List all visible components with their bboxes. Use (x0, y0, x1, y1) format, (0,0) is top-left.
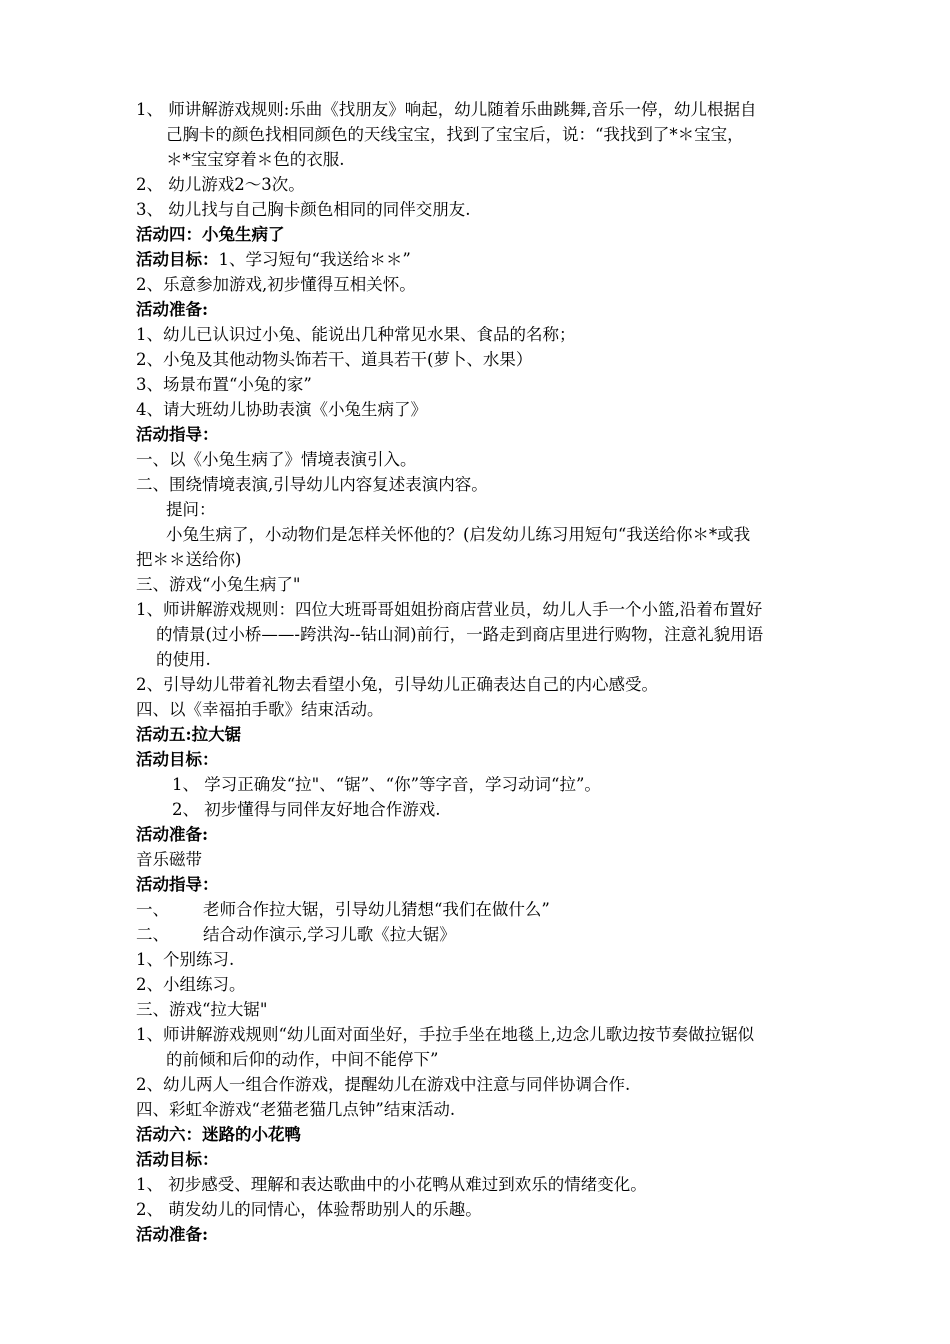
text-line: 1、 学习正确发“拉"、“锯”、“你”等字音，学习动词“拉”。 (172, 775, 601, 794)
label: 活动目标： (136, 1150, 219, 1169)
list-marker: 一、 (136, 900, 169, 919)
text-line: 2、 幼儿游戏2～3次。 (136, 175, 305, 194)
text-line: 四、以《幸福拍手歌》结束活动。 (136, 700, 384, 719)
text-line: 结合动作演示,学习儿歌《拉大锯》 (203, 925, 456, 944)
text-line: 四、彩虹伞游戏“老猫老猫几点钟”结束活动. (136, 1100, 456, 1119)
text-line: 1、 师讲解游戏规则:乐曲《找朋友》响起，幼儿随着乐曲跳舞,音乐一停，幼儿根据自 (136, 100, 757, 119)
text-line: 2、 萌发幼儿的同情心，体验帮助别人的乐趣。 (136, 1200, 482, 1219)
text-line: 一、以《小兔生病了》情境表演引入。 (136, 450, 417, 469)
label: 活动准备: (136, 1225, 209, 1244)
text-line: 三、游戏“小兔生病了" (136, 575, 301, 594)
text-line: 2、小兔及其他动物头饰若干、道具若干(萝卜、水果） (136, 350, 533, 369)
text-line: 把＊＊送给你) (136, 550, 242, 569)
text-line: 1、 初步感受、理解和表达歌曲中的小花鸭从难过到欢乐的情绪变化。 (136, 1175, 647, 1194)
text-line: 提问： (166, 500, 216, 519)
text-line: 音乐磁带 (136, 850, 202, 869)
section-heading: 活动四：小兔生病了 (136, 225, 285, 244)
text-line: ＊*宝宝穿着＊色的衣服. (166, 150, 345, 169)
text-line: 老师合作拉大锯，引导幼儿猜想“我们在做什么” (203, 900, 550, 919)
text-line: 4、请大班幼儿协助表演《小兔生病了》 (136, 400, 427, 419)
text-line: 2、 初步懂得与同伴友好地合作游戏. (172, 800, 441, 819)
text-line: 2、乐意参加游戏,初步懂得互相关怀。 (136, 275, 416, 294)
text-line: 1、师讲解游戏规则：四位大班哥哥姐姐扮商店营业员，幼儿人手一个小篮,沿着布置好 (136, 600, 763, 619)
section-heading: 活动五:拉大锯 (136, 725, 242, 744)
text-line: 3、场景布置“小兔的家” (136, 375, 312, 394)
text-line: 的前倾和后仰的动作，中间不能停下” (166, 1050, 439, 1069)
text-line: 1、师讲解游戏规则“幼儿面对面坐好，手拉手坐在地毯上,边念儿歌边按节奏做拉锯似 (136, 1025, 755, 1044)
text-line: 1、个别练习. (136, 950, 235, 969)
text-line (136, 248, 411, 272)
text-line: 的情景(过小桥——-跨洪沟--钻山洞)前行，一路走到商店里进行购物，注意礼貌用语 (156, 625, 764, 644)
text-line: 二、围绕情境表演,引导幼儿内容复述表演内容。 (136, 475, 488, 494)
label: 活动指导： (136, 875, 219, 894)
label: 活动准备: (136, 300, 209, 319)
text-line: 2、小组练习。 (136, 975, 246, 994)
text: 1、学习短句“我送给＊＊” (218, 250, 411, 269)
label: 活动指导： (136, 425, 219, 444)
label: 活动准备: (136, 825, 209, 844)
section-heading: 活动六：迷路的小花鸭 (136, 1125, 301, 1144)
text-line: 小兔生病了，小动物们是怎样关怀他的？(启发幼儿练习用短句“我送给你＊*或我 (166, 525, 751, 544)
text-line: 己胸卡的颜色找相同颜色的天线宝宝，找到了宝宝后，说：“我找到了*＊宝宝， (166, 125, 744, 144)
text-line: 三、游戏“拉大锯" (136, 1000, 268, 1019)
text-line: 3、 幼儿找与自己胸卡颜色相同的同伴交朋友. (136, 200, 471, 219)
label: 活动目标： (136, 750, 219, 769)
text-line: 2、引导幼儿带着礼物去看望小兔，引导幼儿正确表达自己的内心感受。 (136, 675, 658, 694)
label: 活动目标： (136, 250, 219, 269)
text-line: 2、幼儿两人一组合作游戏，提醒幼儿在游戏中注意与同伴协调合作. (136, 1075, 631, 1094)
text-line: 的使用. (156, 650, 211, 669)
text-line: 1、幼儿已认识过小兔、能说出几种常见水果、食品的名称； (136, 325, 576, 344)
list-marker: 二、 (136, 925, 169, 944)
